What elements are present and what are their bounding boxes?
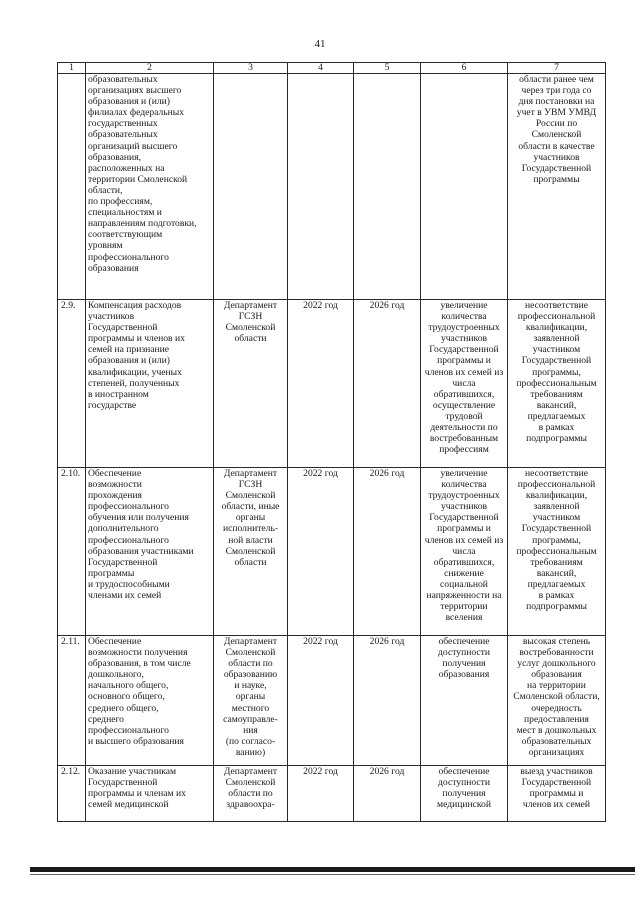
start-year-cell: 2022 год <box>288 300 354 468</box>
end-year-cell <box>354 74 421 300</box>
executor-cell: Департамент Смоленской области по здравоохра- <box>214 766 288 822</box>
row-number <box>58 74 86 300</box>
result-cell: обеспечение доступности получения медицинской <box>421 766 508 822</box>
result-cell: увеличение количества трудоустроенных участников Государственной программы и членов их семей из числа обратившихся, осуществление трудовой деятельности по востребованным профессиям <box>421 300 508 468</box>
executor-cell: Департамент ГСЗН Смоленской области <box>214 300 288 468</box>
column-number: 2 <box>86 63 214 74</box>
note-cell: несоответствие профессиональной квалификации, заявленной участником Государственной программы, профессиональным требованиям вакансий, предлагаемых в рамках подпрограммы <box>508 468 606 636</box>
column-number: 3 <box>214 63 288 74</box>
note-cell: несоответствие профессиональной квалификации, заявленной участником Государственной программы, профессиональным требованиям вакансий, предлагаемых в рамках подпрограммы <box>508 300 606 468</box>
measure-cell: Обеспечение возможности получения образования, в том числе дошкольного, начального общего, основного общего, среднего общего, среднего профессионального и высшего образования <box>86 636 214 766</box>
table-row <box>58 74 606 300</box>
table-row <box>58 636 606 766</box>
measure-cell: Компенсация расходов участников Государственной программы и членов их семей на признание образования и (или) квалификации, ученых степеней, полученных в иностранном государстве <box>86 300 214 468</box>
end-year-cell: 2026 год <box>354 300 421 468</box>
table-row <box>58 300 606 468</box>
note-cell: области ранее чем через три года со дня постановки на учет в УВМ УМВД России по Смоленской области в качестве участников Государственной программы <box>508 74 606 300</box>
result-cell: увеличение количества трудоустроенных участников Государственной программы и членов их семей из числа обратившихся, снижение социальной напряженности на территории вселения <box>421 468 508 636</box>
executor-cell: Департамент Смоленской области по образованию и науке, органы местного самоуправле- ния (по согласо- ванию) <box>214 636 288 766</box>
executor-cell <box>214 74 288 300</box>
start-year-cell: 2022 год <box>288 766 354 822</box>
end-year-cell: 2026 год <box>354 766 421 822</box>
table-row <box>58 468 606 636</box>
column-number: 6 <box>421 63 508 74</box>
row-number: 2.10. <box>58 468 86 636</box>
note-cell: выезд участников Государственной программы и членов их семей <box>508 766 606 822</box>
start-year-cell <box>288 74 354 300</box>
measures-table <box>57 62 606 822</box>
start-year-cell: 2022 год <box>288 636 354 766</box>
start-year-cell: 2022 год <box>288 468 354 636</box>
column-number: 5 <box>354 63 421 74</box>
column-number-row <box>58 63 606 74</box>
result-cell: обеспечение доступности получения образования <box>421 636 508 766</box>
executor-cell: Департамент ГСЗН Смоленской области, иные органы исполнитель- ной власти Смоленской области <box>214 468 288 636</box>
row-number: 2.11. <box>58 636 86 766</box>
measure-cell: Оказание участникам Государственной программы и членам их семей медицинской <box>86 766 214 822</box>
measure-cell: Обеспечение возможности прохождения профессионального обучения или получения дополнительного профессионального образования участниками Государственной программы и трудоспособными членами их семей <box>86 468 214 636</box>
measure-cell: образовательных организациях высшего образования и (или) филиалах федеральных государственных образовательных организаций высшего образования, расположенных на территории Смоленской области, по профессиям, специальностям и направлениям подготовки, соответствующим уровням профессионального образования <box>86 74 214 300</box>
table-row <box>58 766 606 822</box>
page-number: 41 <box>314 38 326 50</box>
scan-edge-rule <box>30 867 635 872</box>
column-number: 1 <box>58 63 86 74</box>
scan-edge-rule-thin <box>30 874 635 875</box>
end-year-cell: 2026 год <box>354 468 421 636</box>
row-number: 2.9. <box>58 300 86 468</box>
column-number: 7 <box>508 63 606 74</box>
row-number: 2.12. <box>58 766 86 822</box>
column-number: 4 <box>288 63 354 74</box>
result-cell <box>421 74 508 300</box>
end-year-cell: 2026 год <box>354 636 421 766</box>
note-cell: высокая степень востребованности услуг дошкольного образования на территории Смоленской области, очередность предоставления мест в дошкольных образовательных организациях <box>508 636 606 766</box>
